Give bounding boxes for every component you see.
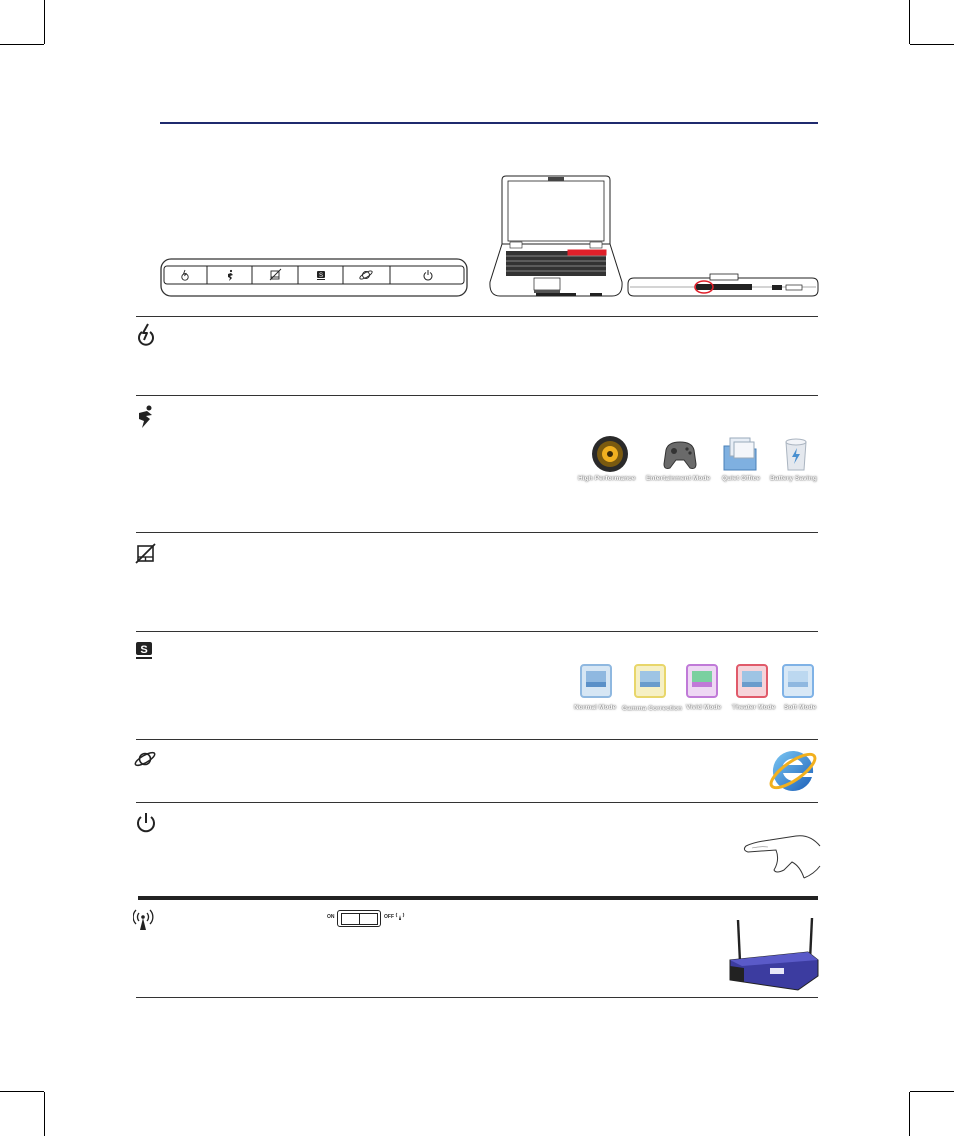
thick-divider: [138, 896, 818, 900]
crop-mark: [0, 44, 44, 45]
mode-label: Entertainment Mode: [646, 475, 711, 482]
mode-label: Theater Mode: [732, 704, 776, 711]
entertainment-mode-icon: [660, 434, 700, 474]
crop-mark: [910, 44, 954, 45]
section-divider: [136, 997, 818, 998]
internet-explorer-logo-icon: [766, 743, 820, 795]
laptop-front-view: [626, 270, 820, 302]
svg-text:S: S: [140, 644, 148, 656]
soft-mode-icon: [780, 662, 816, 702]
svg-text:S: S: [318, 273, 324, 279]
splendid-icon: [133, 638, 159, 664]
mode-label: Battery Saving: [770, 475, 817, 482]
internet-icon: [133, 747, 159, 773]
high-performance-icon: [590, 434, 630, 474]
crop-mark: [909, 1092, 910, 1136]
gamma-correction-icon: [632, 662, 668, 702]
section-divider: [136, 631, 818, 632]
section-divider: [136, 532, 818, 533]
crop-mark: [910, 1091, 954, 1092]
mode-label: Soft Mode: [784, 704, 817, 711]
switch-off-label: OFF: [384, 914, 394, 920]
power4gear-run-icon: [133, 404, 159, 430]
mode-label: Vivid Mode: [686, 704, 722, 711]
wireless-switch: [327, 909, 417, 929]
power-mode-icons: [576, 430, 820, 486]
switch-wireless-icon: [395, 911, 405, 921]
quiet-office-icon: [720, 434, 760, 474]
theater-mode-icon: [734, 662, 770, 702]
button-strip: [160, 258, 468, 298]
wireless-icon: [133, 908, 159, 934]
section-divider: [136, 802, 818, 803]
vivid-mode-icon: [684, 662, 720, 702]
splendid-modes: [570, 660, 820, 716]
switch-on-label: ON: [327, 914, 335, 920]
power-icon: [133, 810, 159, 836]
header-rule: [160, 122, 818, 124]
normal-mode-icon: [578, 662, 614, 702]
mode-label: High Performance: [578, 475, 636, 482]
crop-mark: [0, 1091, 44, 1092]
section-divider: [136, 395, 818, 396]
crop-mark: [909, 0, 910, 44]
wireless-router-icon: [724, 914, 820, 992]
finger-press-icon: [740, 826, 822, 888]
switch-body: [337, 910, 381, 927]
mode-label: Normal Mode: [574, 704, 617, 711]
crop-mark: [44, 0, 45, 44]
section-divider: [136, 316, 818, 317]
mode-label: Quiet Office: [722, 475, 761, 482]
crop-mark: [44, 1092, 45, 1136]
power4gear-icon: [133, 322, 159, 348]
mode-label: Gamma Correction: [622, 705, 683, 712]
battery-saving-icon: [776, 434, 816, 474]
section-divider: [136, 739, 818, 740]
touchpad-lock-icon: [133, 540, 159, 566]
laptop-illustration: [486, 172, 626, 300]
